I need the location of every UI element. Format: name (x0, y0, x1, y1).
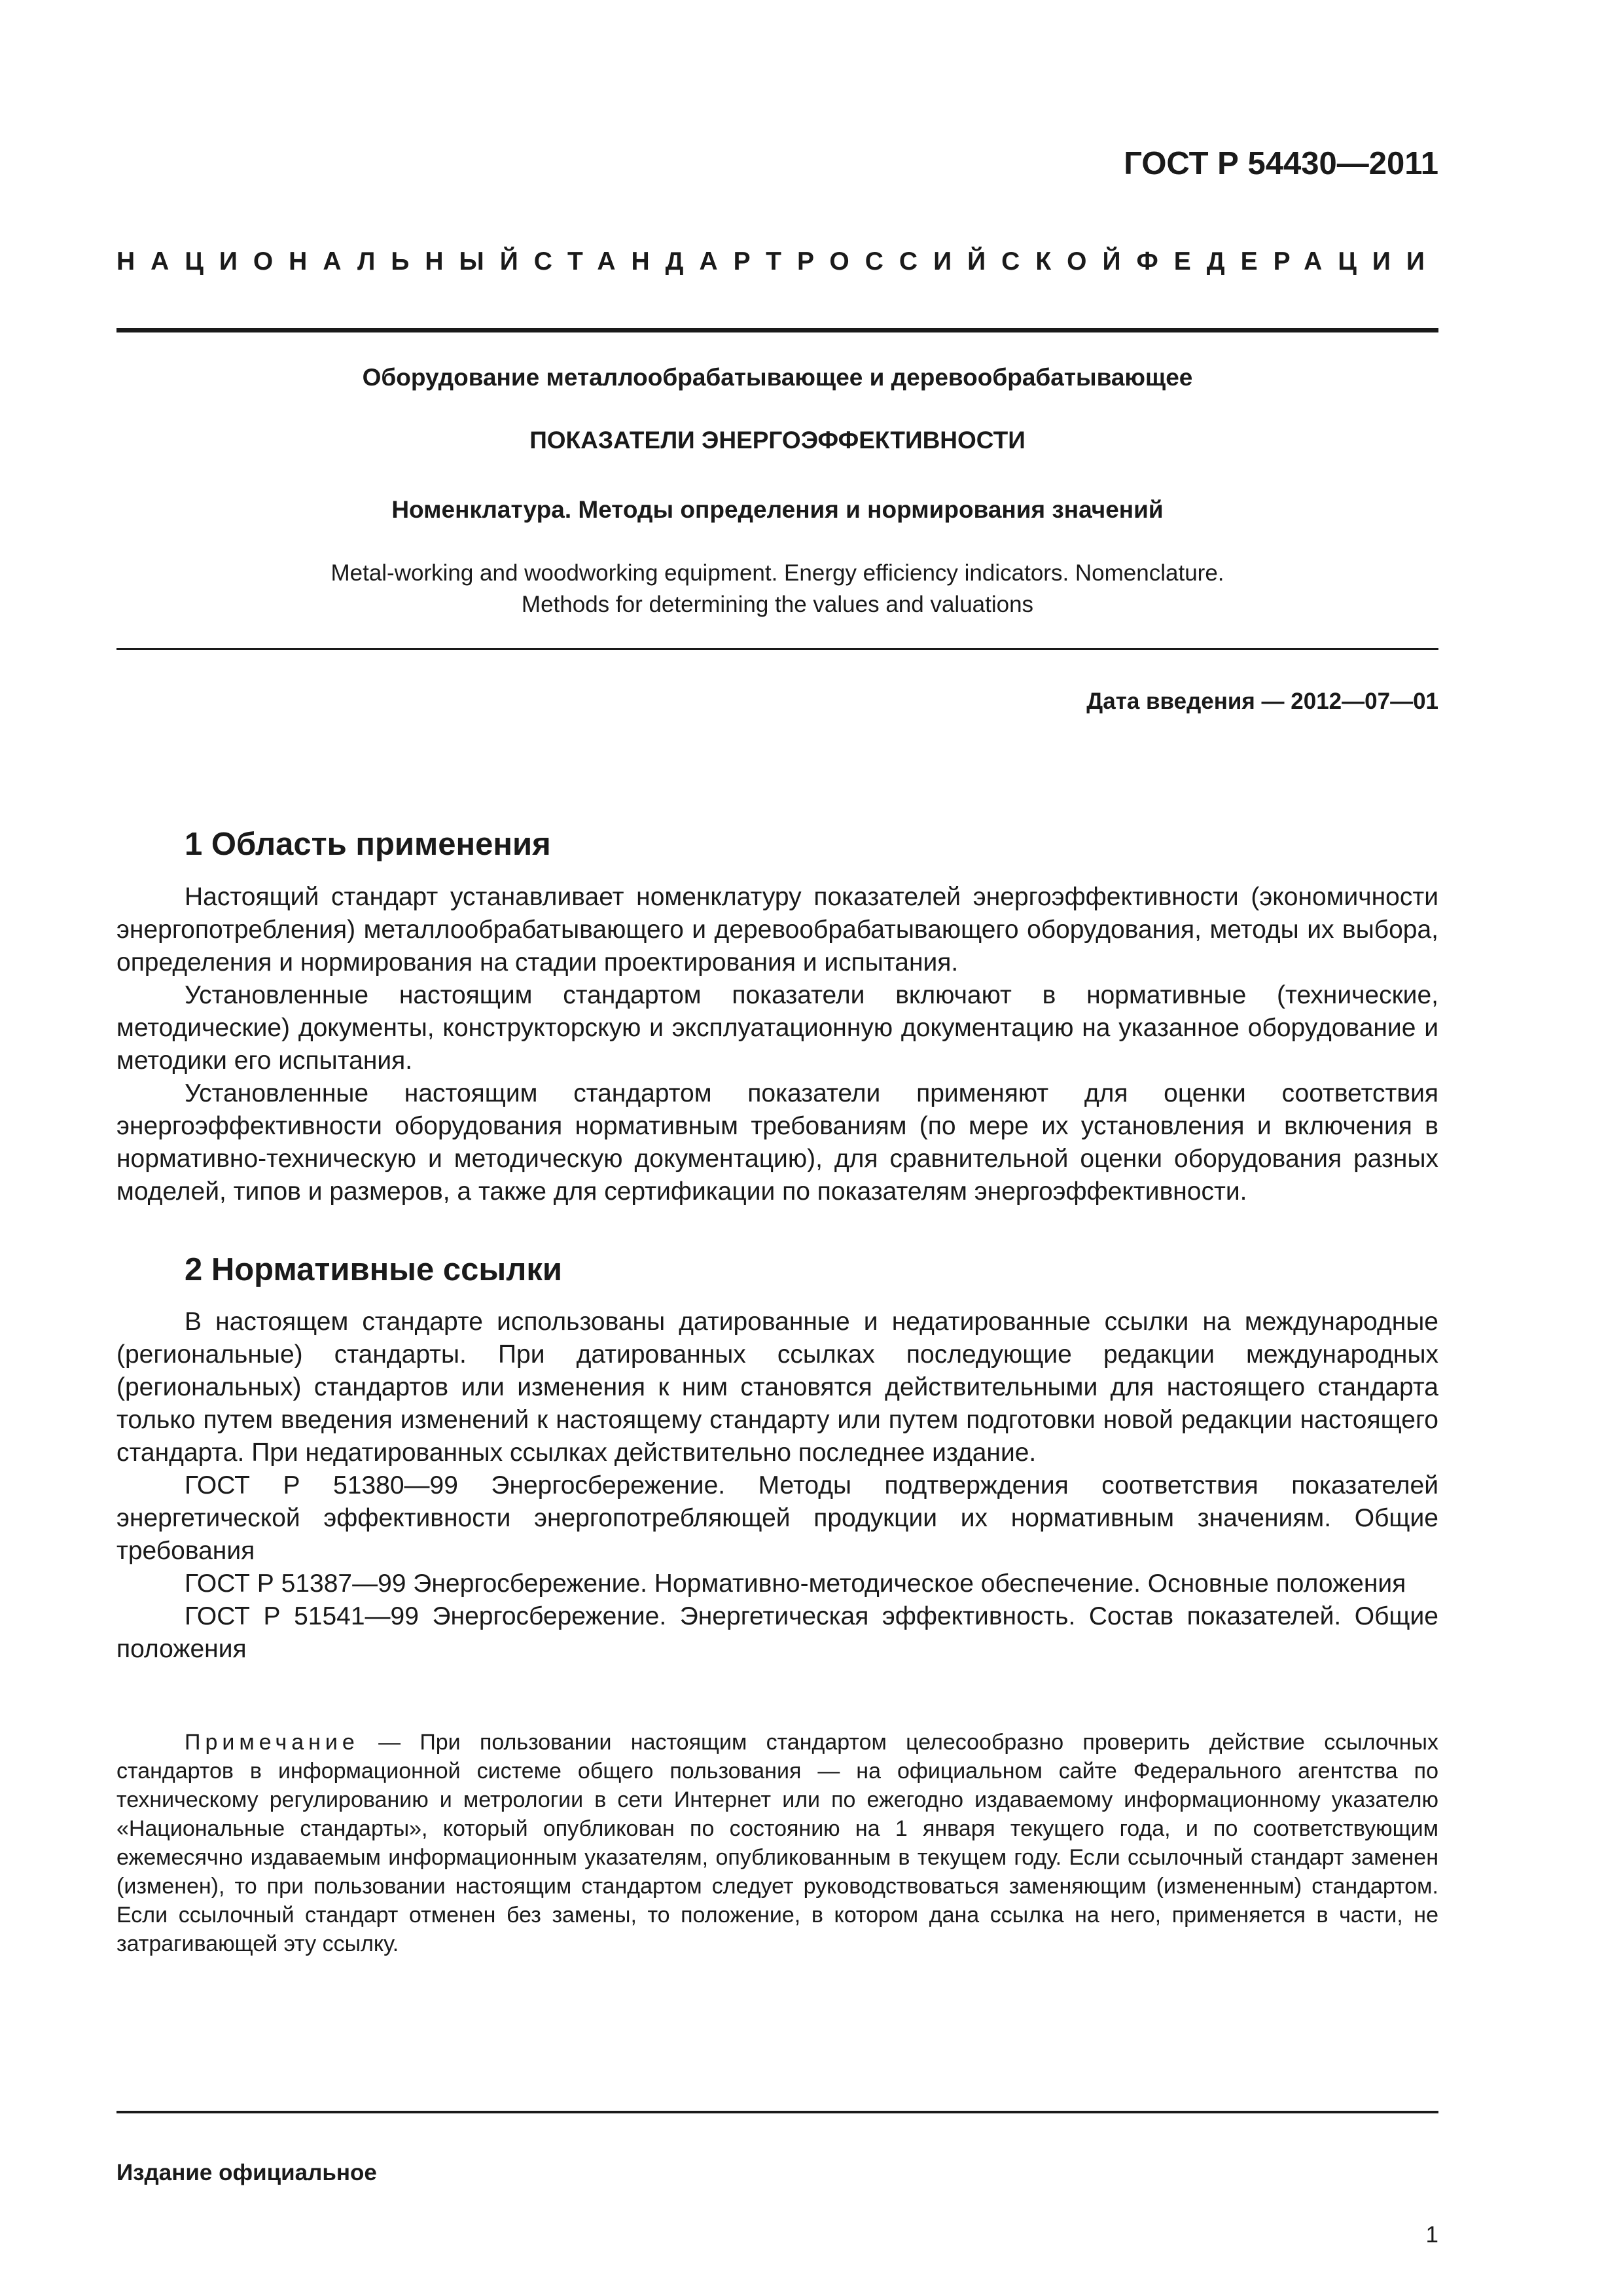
title-bottom-rule (116, 648, 1438, 650)
banner-word-2: СТАНДАРТ (533, 247, 797, 276)
section-2-paragraph: В настоящем стандарте использованы датированные и недатированные ссылки на международные (региональные) стандарты. При датированных ссылках последующие редакции международных (региональных) стандартов или изменения к ним становятся действительными для настоящего стандарта только путем введения изменений к настоящему стандарту или путем подготовки новой редакции настоящего стандарта. При недатированных ссылках действительно последнее издание. (116, 1308, 1438, 1467)
title-line-2: ПОКАЗАТЕЛИ ЭНЕРГОЭФФЕКТИВНОСТИ (529, 427, 1026, 454)
note-paragraph (116, 1728, 1438, 1958)
section-1-heading: 1 Область применения (185, 827, 551, 862)
note-label: Примечание (185, 1730, 359, 1755)
section-2-body (116, 1306, 1438, 1666)
reference-item: ГОСТ Р 51541—99 Энергосбережение. Энергетическая эффективность. Состав показателей. Общие положения (116, 1602, 1438, 1663)
introduction-date: Дата введения — 2012—07—01 (1086, 689, 1438, 714)
section-1-paragraph: Настоящий стандарт устанавливает номенклатуру показателей энергоэффективности (экономичности энергопотребления) металлообрабатывающего и деревообрабатывающего оборудования, методы их выбора, определения и нормирования на стадии проектирования и испытания. (116, 883, 1438, 977)
reference-item: ГОСТ Р 51387—99 Энергосбережение. Нормативно-методическое обеспечение. Основные положения (185, 1570, 1406, 1598)
english-title-line-1: Metal-working and woodworking equipment. Energy efficiency indicators. Nomenclature. (330, 560, 1224, 586)
note-text: — При пользовании настоящим стандартом целесообразно проверить действие ссылочных стандартов в информационной системе общего пользования — на официальном сайте Федерального агентства по техническому регулированию и метрологии в сети Интернет или по ежегодно издаваемому информационному указателю «Национальные стандарты», который опубликован по состоянию на 1 января текущего года, и по соответствующим ежемесячно издаваемым информационным указателям, опубликованным в текущем году. Если ссылочный стандарт заменен (изменен), то при пользовании настоящим стандартом следует руководствоваться заменяющим (измененным) стандартом. Если ссылочный стандарт отменен без замены, то положение, в котором дана ссылка на него, применяется в части, не затрагивающей эту ссылку. (116, 1730, 1438, 1956)
english-title-line-2: Methods for determining the values and valuations (521, 592, 1034, 617)
section-2-heading: 2 Нормативные ссылки (185, 1252, 562, 1287)
section-1-paragraph: Установленные настоящим стандартом показатели включают в нормативные (технические, методические) документы, конструкторскую и эксплуатационную документацию на указанное оборудование и методики его испытания. (116, 981, 1438, 1075)
banner-word-1: НАЦИОНАЛЬНЫЙ (116, 247, 534, 276)
footer-rule (116, 2111, 1438, 2113)
section-1-paragraph: Установленные настоящим стандартом показатели применяют для оценки соответствия энергоэффективности оборудования нормативным требованиям (по мере их установления и включения в нормативно-техническую и методическую документацию), для сравнительной оценки оборудования разных моделей, типов и размеров, а также для сертификации по показателям энергоэффективности. (116, 1079, 1438, 1206)
gost-number: ГОСТ Р 54430—2011 (1124, 146, 1438, 181)
section-1-body (116, 881, 1438, 1208)
page-number: 1 (1425, 2222, 1438, 2248)
national-standard-banner (116, 247, 1438, 276)
title-line-3: Номенклатура. Методы определения и нормирования значений (391, 496, 1164, 523)
banner-word-3: РОССИЙСКОЙ (796, 247, 1137, 276)
top-rule (116, 328, 1438, 332)
english-title (116, 558, 1438, 620)
title-line-1: Оборудование металлообрабатывающее и деревообрабатывающее (362, 364, 1193, 391)
reference-item: ГОСТ Р 51380—99 Энергосбережение. Методы подтверждения соответствия показателей энергетической эффективности энергопотребляющей продукции их нормативным значениям. Общие требования (116, 1471, 1438, 1565)
note-block (116, 1728, 1438, 1958)
banner-word-4: ФЕДЕРАЦИИ (1136, 247, 1440, 276)
edition-label: Издание официальное (116, 2160, 377, 2185)
